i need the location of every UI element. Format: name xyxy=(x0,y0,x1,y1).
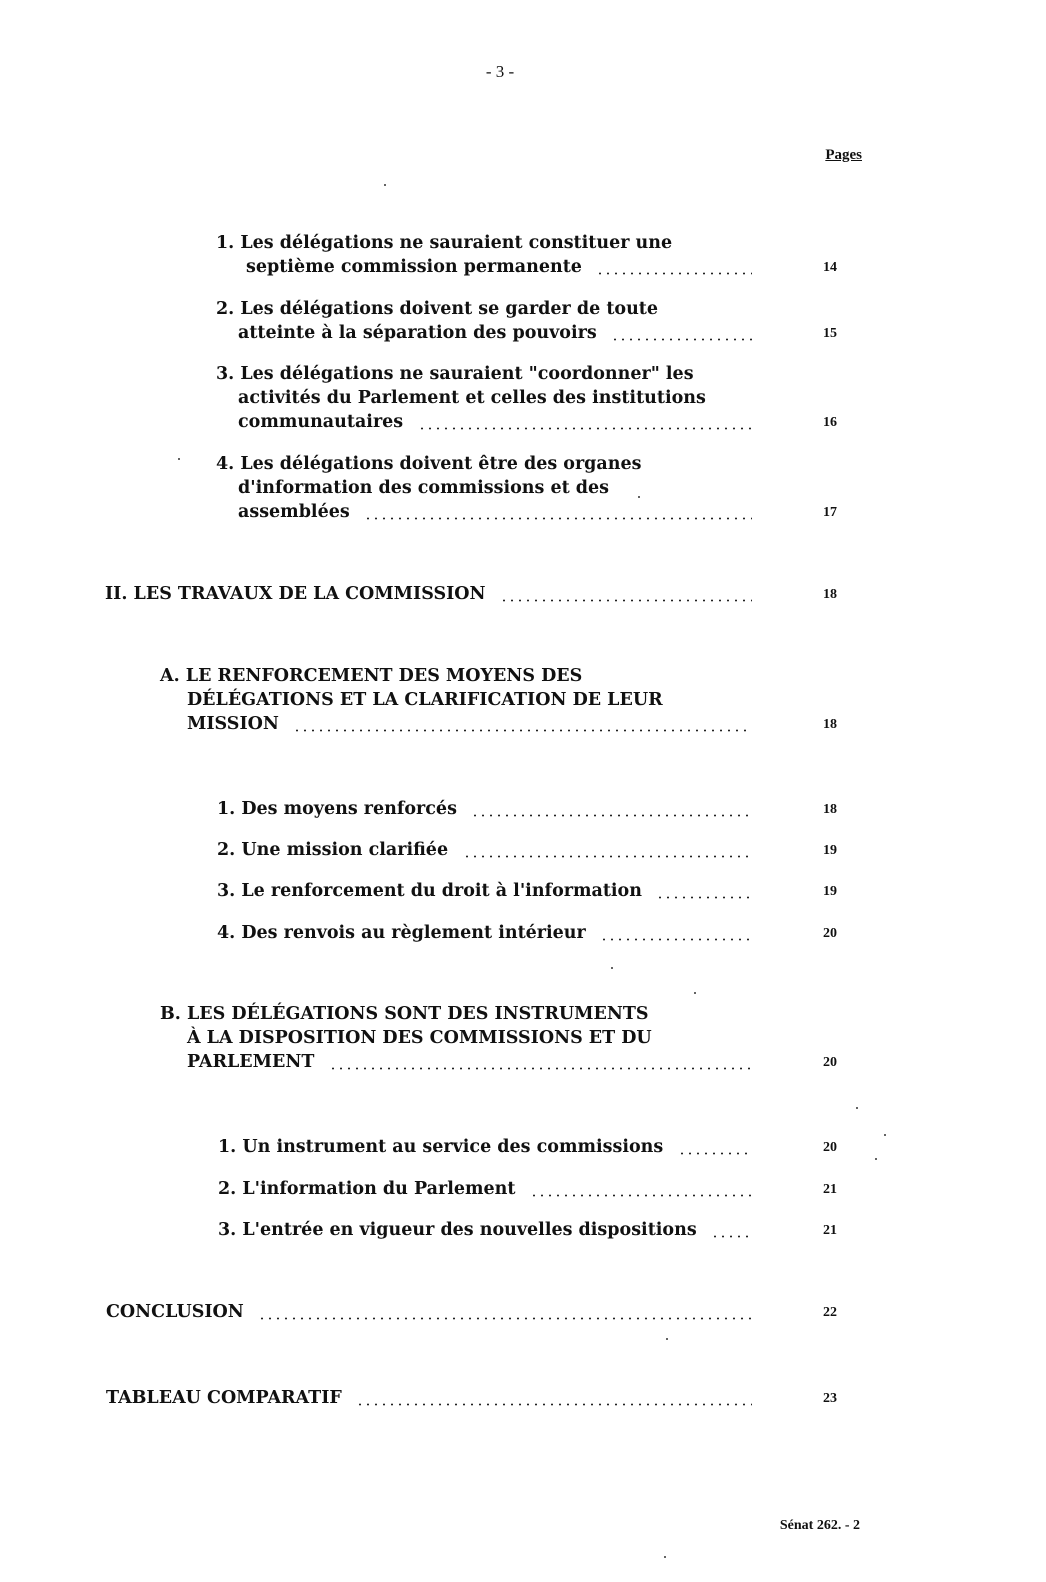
toc-entry-title-line: A. LE RENFORCEMENT DES MOYENS DES xyxy=(160,666,583,686)
toc-page-number: 21 xyxy=(823,1182,837,1197)
toc-entry-title-line: 2. Les délégations doivent se garder de toute xyxy=(216,299,659,319)
toc-entry-title-line: MISSION xyxy=(187,714,279,734)
dot-leader xyxy=(600,938,752,941)
toc-entry-title-line: 4. Des renvois au règlement intérieur xyxy=(217,923,586,943)
dot-leader xyxy=(500,599,752,602)
dot-leader xyxy=(611,338,752,341)
toc-entry-title-line: 1. Un instrument au service des commissions xyxy=(218,1137,664,1157)
toc-entry-title-line: septième commission permanente xyxy=(246,257,582,277)
dot-leader xyxy=(329,1067,752,1070)
toc-page-number: 18 xyxy=(823,717,837,732)
toc-page-number: 20 xyxy=(823,1055,837,1070)
scan-speck xyxy=(178,458,180,460)
page-number: - 3 - xyxy=(485,62,515,81)
toc-entry-title-line: PARLEMENT xyxy=(187,1052,315,1072)
toc-entry-title-line: II. LES TRAVAUX DE LA COMMISSION xyxy=(105,584,486,604)
dot-leader xyxy=(293,729,752,732)
toc-entry-title-line: assemblées xyxy=(238,502,350,522)
scan-speck xyxy=(875,1158,877,1160)
scan-speck xyxy=(666,1338,668,1340)
toc-page-number: 18 xyxy=(823,587,837,602)
scan-speck xyxy=(384,184,386,186)
toc-page-number: 15 xyxy=(823,326,837,341)
dot-leader xyxy=(711,1235,752,1238)
toc-entry-title-line: 2. L'information du Parlement xyxy=(218,1179,516,1199)
dot-leader xyxy=(364,517,752,520)
toc-page-number: 18 xyxy=(823,802,837,817)
toc-entry-title-line: communautaires xyxy=(238,412,404,432)
toc-entry-title-line: 2. Une mission clarifiée xyxy=(217,840,449,860)
scan-speck xyxy=(884,1134,886,1136)
toc-page-number: 21 xyxy=(823,1223,837,1238)
dot-leader xyxy=(463,855,752,858)
scan-speck xyxy=(638,496,640,498)
toc-entry-title-line: 1. Les délégations ne sauraient constituer une xyxy=(216,233,673,253)
dot-leader xyxy=(258,1317,752,1320)
toc-page-number: 20 xyxy=(823,1140,837,1155)
toc-page-number: 19 xyxy=(823,884,837,899)
toc-entry-title-line: À LA DISPOSITION DES COMMISSIONS ET DU xyxy=(187,1028,652,1048)
dot-leader xyxy=(596,272,752,275)
footer-reference: Sénat 262. - 2 xyxy=(779,1518,860,1533)
dot-leader xyxy=(530,1194,752,1197)
toc-entry-title-line: TABLEAU COMPARATIF xyxy=(106,1388,342,1408)
toc-page-number: 22 xyxy=(823,1305,837,1320)
toc-entry-title-line: activités du Parlement et celles des institutions xyxy=(238,388,706,408)
scan-speck xyxy=(694,992,696,994)
toc-page-number: 23 xyxy=(823,1391,837,1406)
toc-entry-title-line: 3. L'entrée en vigueur des nouvelles dispositions xyxy=(218,1220,697,1240)
dot-leader xyxy=(656,896,752,899)
scan-speck xyxy=(664,1556,666,1558)
dot-leader xyxy=(471,814,752,817)
toc-page-number: 20 xyxy=(823,926,837,941)
toc-entry-title-line: DÉLÉGATIONS ET LA CLARIFICATION DE LEUR xyxy=(187,690,663,710)
toc-page-number: 19 xyxy=(823,843,837,858)
toc-entry-title-line: 3. Les délégations ne sauraient "coordonner" les xyxy=(216,364,694,384)
toc-entry-title-line: B. LES DÉLÉGATIONS SONT DES INSTRUMENTS xyxy=(160,1004,649,1024)
scan-speck xyxy=(611,967,613,969)
toc-entry-title-line: CONCLUSION xyxy=(106,1302,244,1322)
scan-speck xyxy=(856,1107,858,1109)
dot-leader xyxy=(418,427,752,430)
pages-column-header: Pages xyxy=(825,147,862,163)
toc-entry-title-line: d'information des commissions et des xyxy=(238,478,610,498)
toc-entry-title-line: 4. Les délégations doivent être des organes xyxy=(216,454,642,474)
toc-entry-title-line: 3. Le renforcement du droit à l'information xyxy=(217,881,642,901)
dot-leader xyxy=(678,1152,752,1155)
toc-entry-title-line: atteinte à la séparation des pouvoirs xyxy=(238,323,597,343)
toc-page-number: 14 xyxy=(823,260,837,275)
toc-page-number: 17 xyxy=(823,505,837,520)
toc-page-number: 16 xyxy=(823,415,837,430)
dot-leader xyxy=(356,1403,752,1406)
toc-entry-title-line: 1. Des moyens renforcés xyxy=(217,799,457,819)
